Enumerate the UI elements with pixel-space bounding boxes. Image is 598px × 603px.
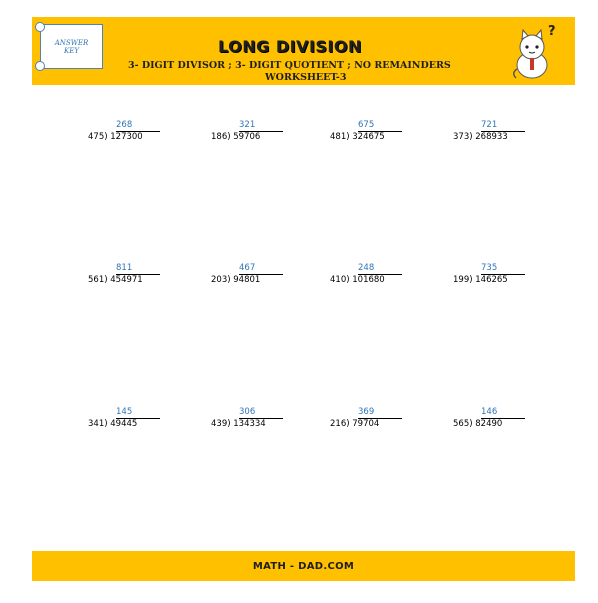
- division-problem: [453, 120, 543, 150]
- division-expression: [211, 275, 260, 285]
- dividend: 127300: [110, 132, 143, 142]
- scroll-curl-top: [35, 22, 45, 32]
- division-problem: [211, 407, 301, 437]
- dividend: 49445: [110, 419, 138, 429]
- quotient: 721: [481, 120, 498, 130]
- svg-text:?: ?: [548, 24, 556, 39]
- answer-key-label: [40, 24, 103, 69]
- divisor: 565: [453, 419, 470, 429]
- answer-key-line1: ANSWER: [54, 38, 89, 47]
- worksheet-label: WORKSHEET-3: [265, 72, 347, 83]
- dividend: 134334: [233, 419, 266, 429]
- quotient: 306: [239, 407, 256, 417]
- quotient: 321: [239, 120, 256, 130]
- division-bracket: ): [469, 132, 476, 142]
- answer-key-line2: KEY: [64, 46, 79, 55]
- divisor: 203: [211, 275, 228, 285]
- divisor: 410: [330, 275, 347, 285]
- dividend: 324675: [352, 132, 385, 142]
- page-title: LONG DIVISION: [218, 37, 362, 56]
- scroll-curl-bottom: [35, 61, 45, 71]
- division-expression: [453, 419, 502, 429]
- quotient: 369: [358, 407, 375, 417]
- header-banner: [32, 17, 575, 85]
- dividend: 59706: [233, 132, 261, 142]
- divisor: 481: [330, 132, 347, 142]
- quotient: 467: [239, 263, 256, 273]
- division-problem: [330, 407, 420, 437]
- footer-text: MATH - DAD.COM: [252, 560, 355, 572]
- division-expression: [211, 132, 260, 142]
- divisor: 561: [88, 275, 105, 285]
- division-bracket: ): [469, 275, 476, 285]
- divisor: 341: [88, 419, 105, 429]
- quotient: 146: [481, 407, 498, 417]
- division-bracket: ): [346, 275, 353, 285]
- division-problem: [88, 263, 178, 293]
- division-bracket: ): [227, 275, 234, 285]
- division-problem: [330, 120, 420, 150]
- dividend: 268933: [475, 132, 508, 142]
- quotient: 811: [116, 263, 133, 273]
- division-expression: [88, 419, 137, 429]
- divisor: 439: [211, 419, 228, 429]
- division-expression: [88, 275, 143, 285]
- division-expression: [453, 275, 508, 285]
- dividend: 146265: [475, 275, 508, 285]
- division-problem: [211, 120, 301, 150]
- division-bracket: ): [346, 132, 353, 142]
- division-expression: [330, 132, 385, 142]
- division-bracket: ): [346, 419, 353, 429]
- division-problem: [211, 263, 301, 293]
- divisor: 216: [330, 419, 347, 429]
- division-bracket: ): [227, 419, 234, 429]
- footer-banner: [32, 551, 575, 581]
- division-expression: [453, 132, 508, 142]
- dividend: 101680: [352, 275, 385, 285]
- quotient: 145: [116, 407, 133, 417]
- division-expression: [88, 132, 143, 142]
- division-problem: [453, 407, 543, 437]
- divisor: 199: [453, 275, 470, 285]
- division-problem: [453, 263, 543, 293]
- divisor: 186: [211, 132, 228, 142]
- dividend: 79704: [352, 419, 380, 429]
- dividend: 82490: [475, 419, 503, 429]
- dividend: 94801: [233, 275, 261, 285]
- quotient: 248: [358, 263, 375, 273]
- division-expression: [330, 275, 385, 285]
- quotient: 735: [481, 263, 498, 273]
- dividend: 454971: [110, 275, 143, 285]
- cat-question-mark-icon: [508, 23, 564, 81]
- divisor: 475: [88, 132, 105, 142]
- division-expression: [211, 419, 266, 429]
- division-bracket: ): [104, 132, 111, 142]
- division-bracket: ): [104, 419, 111, 429]
- division-problem: [330, 263, 420, 293]
- division-bracket: ): [469, 419, 476, 429]
- division-bracket: ): [227, 132, 234, 142]
- division-expression: [330, 419, 379, 429]
- division-problem: [88, 120, 178, 150]
- division-bracket: ): [104, 275, 111, 285]
- quotient: 268: [116, 120, 133, 130]
- quotient: 675: [358, 120, 375, 130]
- divisor: 373: [453, 132, 470, 142]
- division-problem: [88, 407, 178, 437]
- page-subtitle: 3- DIGIT DIVISOR ; 3- DIGIT QUOTIENT ; NO REMAINDERS: [128, 60, 451, 71]
